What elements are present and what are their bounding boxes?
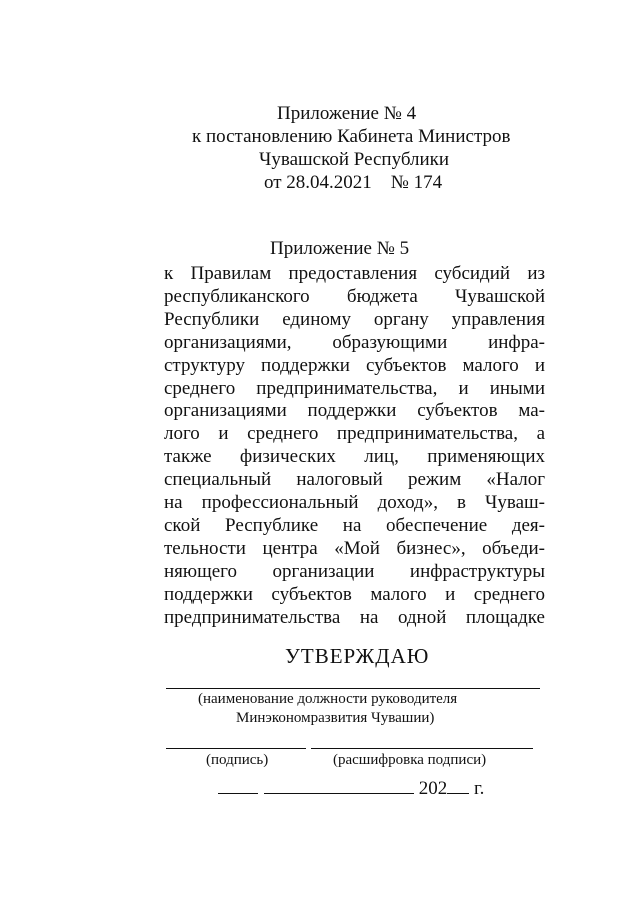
approval-heading: УТВЕРЖДАЮ xyxy=(285,644,430,668)
appendix5-title: Приложение № 5 xyxy=(270,238,410,259)
signature-blank-line xyxy=(166,748,306,749)
appendix4-date-number: от 28.04.2021 № 174 xyxy=(264,172,443,193)
appendix5-line: республиканского бюджета Чувашской xyxy=(164,285,545,307)
appendix5-line: ской Республике на обеспечение дея- xyxy=(164,514,545,536)
appendix5-line: лого и среднего предпринимательства, а xyxy=(164,423,545,445)
date-year-prefix: 202 xyxy=(418,778,448,799)
appendix5-line: организациями поддержки субъектов ма- xyxy=(164,400,545,422)
appendix5-line: Республики единому органу управления xyxy=(164,308,545,330)
appendix5-text xyxy=(164,263,545,630)
appendix4-republic: Чувашской Республики xyxy=(259,149,450,170)
date-month-blank xyxy=(264,776,414,794)
appendix5-line: тельности центра «Мой бизнес», объеди- xyxy=(164,537,545,559)
appendix5-line: специальный налоговый режим «Налог xyxy=(164,469,545,491)
signature-decode-caption: (расшифровка подписи) xyxy=(333,752,487,768)
position-caption-ministry: Минэкономразвития Чувашии) xyxy=(236,710,435,726)
appendix5-line: структуру поддержки субъектов малого и xyxy=(164,354,545,376)
date-year-suffix: г. xyxy=(474,778,485,799)
signature-caption: (подпись) xyxy=(206,752,269,768)
date-day-blank xyxy=(218,776,258,794)
appendix5-line: среднего предпринимательства, и иными xyxy=(164,377,545,399)
appendix5-line: организациями, образующими инфра- xyxy=(164,331,545,353)
appendix5-line: также физических лиц, применяющих xyxy=(164,446,545,468)
appendix5-line: няющего организации инфраструктуры xyxy=(164,560,545,582)
appendix4-title: Приложение № 4 xyxy=(277,103,417,124)
approval-date-row xyxy=(218,776,484,800)
appendix5-line: на профессиональный доход», в Чуваш- xyxy=(164,492,545,514)
signature-decode-blank-line xyxy=(311,748,533,749)
appendix5-line: к Правилам предоставления субсидий из xyxy=(164,263,545,284)
date-year-blank xyxy=(447,776,469,794)
appendix4-decree: к постановлению Кабинета Министров xyxy=(192,126,511,147)
appendix5-line: поддержки субъектов малого и среднего xyxy=(164,583,545,605)
appendix5-line: предпринимательства на одной площадке xyxy=(164,606,545,628)
position-caption: (наименование должности руководителя xyxy=(198,691,458,707)
position-blank-line xyxy=(166,688,540,689)
